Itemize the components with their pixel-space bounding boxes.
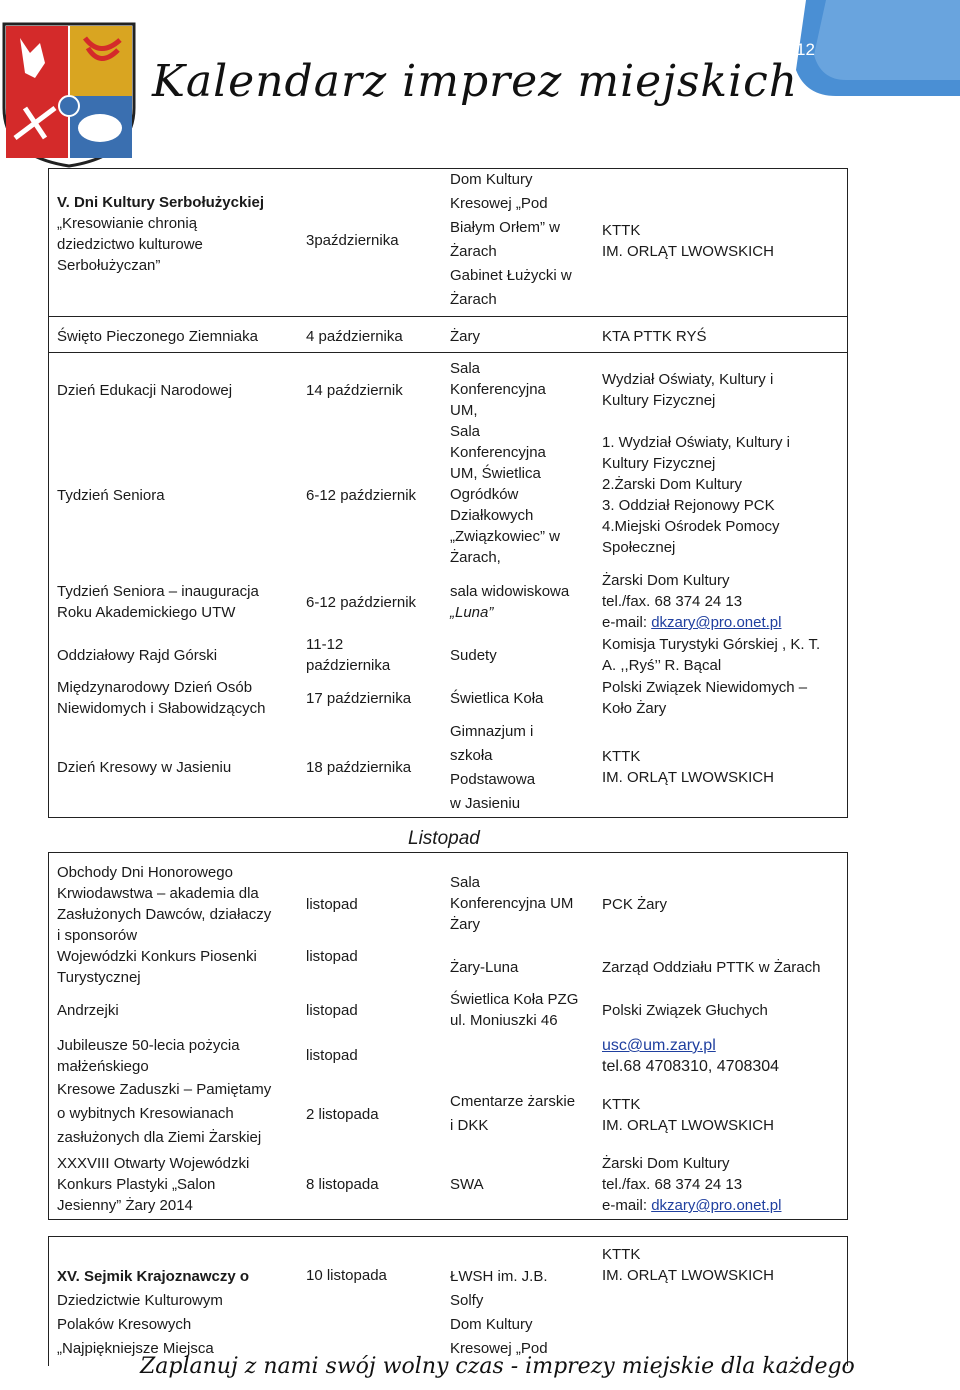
place-line: „Luna”: [450, 604, 494, 621]
date-line: 11-12: [306, 636, 344, 653]
date-rajd: [306, 634, 390, 676]
place-salon: SWA: [450, 1176, 484, 1193]
place-rajd: Sudety: [450, 647, 497, 664]
org-potato: KTA PTTK RYŚ: [602, 328, 707, 345]
row-divider: [48, 352, 848, 353]
org-line: KTTK: [602, 748, 641, 765]
place-line: Dom Kultury: [450, 171, 533, 188]
event-edu: Dzień Edukacji Narodowej: [57, 382, 233, 399]
org-zaduszki: [602, 1094, 774, 1136]
org-andrzejki: Polski Związek Głuchych: [602, 1002, 768, 1019]
email-link[interactable]: usc@um.zary.pl: [602, 1037, 716, 1054]
event-line: Polaków Kresowych: [57, 1316, 192, 1333]
event-line: Konkurs Plastyki „Salon: [57, 1176, 216, 1193]
event-utw: [57, 581, 259, 623]
org-line: KTTK: [602, 1096, 641, 1113]
org-line: Wydział Oświaty, Kultury i: [602, 371, 774, 388]
org-line: 4.Miejski Ośrodek Pomocy: [602, 518, 780, 535]
date-potato: 4 października: [306, 328, 403, 345]
event-line: Jesienny” Żary 2014: [57, 1197, 193, 1214]
org-line: Kultury Fizycznej: [602, 455, 716, 472]
org-line: Polski Związek Niewidomych –: [602, 679, 808, 696]
place-line: Cmentarze żarskie: [450, 1093, 576, 1110]
event-jubilee: [57, 1035, 240, 1077]
place-line: Żarach: [450, 243, 497, 260]
org-line: IM. ORLĄT LWOWSKICH: [602, 1117, 774, 1134]
org-line: IM. ORLĄT LWOWSKICH: [602, 1267, 774, 1284]
date-zaduszki: 2 listopada: [306, 1106, 379, 1123]
org-line: 2.Żarski Dom Kultury: [602, 476, 743, 493]
place-line: Dom Kultury: [450, 1316, 533, 1333]
org-line: IM. ORLĄT LWOWSKICH: [602, 243, 774, 260]
event-kresowy: Dzień Kresowy w Jasieniu: [57, 759, 232, 776]
email-link[interactable]: dkzary@pro.onet.pl: [651, 614, 782, 631]
org-rajd: [602, 634, 820, 676]
place-line: i DKK: [450, 1117, 489, 1134]
place-line: Sala: [450, 360, 481, 377]
place-line: ul. Moniuszki 46: [450, 1012, 558, 1029]
event-line: Wojewódzki Konkurs Piosenki: [57, 948, 257, 965]
place-blind: Świetlica Koła: [450, 690, 544, 707]
event-line: i sponsorów: [57, 927, 138, 944]
date-blind: 17 października: [306, 690, 412, 707]
month-heading: Listopad: [408, 828, 480, 849]
event-line: Turystycznej: [57, 969, 141, 986]
org-salon: [602, 1153, 781, 1216]
place-line: Sala: [450, 874, 481, 891]
event-rajd: Oddziałowy Rajd Górski: [57, 647, 218, 664]
place-line: Podstawowa: [450, 771, 536, 788]
event-line: Międzynarodowy Dzień Osób: [57, 679, 253, 696]
date-edu: 14 październik: [306, 382, 403, 399]
org-email-line: [602, 612, 781, 633]
place-line: Żary: [450, 916, 480, 933]
event-line: Dziedzictwie Kulturowym: [57, 1292, 223, 1309]
org-sejmik: [602, 1244, 774, 1286]
org-jubilee: [602, 1035, 779, 1077]
place-line: Żarach: [450, 291, 497, 308]
event-song: [57, 946, 257, 988]
place-line: Konferencyjna UM: [450, 895, 574, 912]
org-blood: PCK Żary: [602, 896, 668, 913]
org-line: KTTK: [602, 222, 641, 239]
place-line: Świetlica Koła PZG: [450, 991, 579, 1008]
place-line: Żarach,: [450, 549, 501, 566]
event-line: XXXVIII Otwarty Wojewódzki: [57, 1155, 250, 1172]
place-sejmik: [450, 1265, 548, 1361]
place-line: UM,: [450, 402, 478, 419]
place-line: Konferencyjna: [450, 381, 546, 398]
place-line: Kresowej „Pod: [450, 1340, 548, 1357]
event-line: Roku Akademickiego UTW: [57, 604, 236, 621]
date-utw: 6-12 październik: [306, 594, 417, 611]
footer-slogan: Zaplanuj z nami swój wolny czas - imprezy miejskie dla każdego: [140, 1354, 855, 1379]
place-utw: [450, 581, 569, 623]
org-song: Zarząd Oddziału PTTK w Żarach: [602, 959, 821, 976]
place-line: ŁWSH im. J.B.: [450, 1268, 548, 1285]
place-zaduszki: [450, 1090, 575, 1138]
event-andrzejki: Andrzejki: [57, 1002, 119, 1019]
org-line: Żarski Dom Kultury: [602, 1155, 730, 1172]
place-line: Konferencyjna: [450, 444, 546, 461]
event-sejmik: [57, 1265, 249, 1361]
place-serbo: [450, 168, 572, 312]
org-email-line: [602, 1195, 781, 1216]
date-jubilee: listopad: [306, 1047, 358, 1064]
place-line: Białym Orłem” w: [450, 219, 561, 236]
org-line: Społecznej: [602, 539, 676, 556]
org-edu: [602, 369, 773, 411]
event-line: XV. Sejmik Krajoznawczy o: [57, 1268, 250, 1285]
place-line: Działkowych: [450, 507, 534, 524]
date-andrzejki: listopad: [306, 1002, 358, 1019]
place-kresowy: [450, 720, 535, 816]
place-song: Żary-Luna: [450, 959, 519, 976]
row-divider: [48, 316, 848, 317]
org-blind: [602, 677, 807, 719]
page-number: 12: [796, 40, 815, 59]
event-blind: [57, 677, 265, 719]
email-prefix: e-mail:: [602, 614, 652, 631]
event-line: Jubileusze 50-lecia pożycia: [57, 1037, 240, 1054]
org-phone: tel.68 4708310, 4708304: [602, 1058, 780, 1075]
org-utw: [602, 570, 781, 633]
org-line: tel./fax. 68 374 24 13: [602, 593, 743, 610]
event-zaduszki: [57, 1078, 271, 1150]
email-link[interactable]: dkzary@pro.onet.pl: [651, 1197, 782, 1214]
place-line: Kresowej „Pod: [450, 195, 548, 212]
org-line: A. ,,Ryś’’ R. Bącal: [602, 657, 722, 674]
place-line: „Związkowiec” w: [450, 528, 561, 545]
event-line: Niewidomych i Słabowidzących: [57, 700, 266, 717]
date-kresowy: 18 października: [306, 759, 412, 776]
place-line: w Jasieniu: [450, 795, 521, 812]
event-line: dziedzictwo kulturowe: [57, 236, 203, 253]
date-sejmik: 10 listopada: [306, 1267, 387, 1284]
place-line: Gabinet Łużycki w: [450, 267, 572, 284]
place-blood: [450, 872, 573, 935]
place-andrzejki: [450, 989, 578, 1031]
event-line: Obchody Dni Honorowego: [57, 864, 233, 881]
email-prefix: e-mail:: [602, 1197, 652, 1214]
event-senior: Tydzień Seniora: [57, 487, 165, 504]
date-senior: 6-12 październik: [306, 487, 417, 504]
org-line: 1. Wydział Oświaty, Kultury i: [602, 434, 790, 451]
place-line: Solfy: [450, 1292, 484, 1309]
date-song: listopad: [306, 948, 358, 965]
org-line: IM. ORLĄT LWOWSKICH: [602, 769, 774, 786]
org-line: tel./fax. 68 374 24 13: [602, 1176, 743, 1193]
org-line: Komisja Turystyki Górskiej , K. T.: [602, 636, 821, 653]
event-line: „Najpiękniejsze Miejsca: [57, 1340, 214, 1357]
event-line: „Kresowianie chronią: [57, 215, 198, 232]
event-line: Zasłużonych Dawców, działaczy: [57, 906, 272, 923]
date-line: października: [306, 657, 391, 674]
date-blood: listopad: [306, 896, 358, 913]
place-line: sala widowiskowa: [450, 583, 570, 600]
org-line: 3. Oddział Rejonowy PCK: [602, 497, 775, 514]
org-line: Kultury Fizycznej: [602, 392, 716, 409]
event-blood: [57, 862, 271, 946]
page-title: Kalendarz imprez miejskich: [152, 56, 799, 107]
event-salon: [57, 1153, 249, 1216]
date-salon: 8 listopada: [306, 1176, 379, 1193]
org-line: Żarski Dom Kultury: [602, 572, 730, 589]
event-line: Krwiodawstwa – akademia dla: [57, 885, 259, 902]
place-potato: Żary: [450, 328, 480, 345]
event-line: małżeńskiego: [57, 1058, 149, 1075]
org-kresowy: [602, 746, 774, 788]
org-line: KTTK: [602, 1246, 641, 1263]
place-line: szkoła: [450, 747, 493, 764]
event-line: Tydzień Seniora – inauguracja: [57, 583, 259, 600]
event-serbo: [57, 192, 287, 276]
event-line: V. Dni Kultury Serbołużyckiej: [57, 194, 265, 211]
event-potato: Święto Pieczonego Ziemniaka: [57, 328, 258, 345]
org-line: Koło Żary: [602, 700, 667, 717]
place-line: Sala: [450, 423, 481, 440]
coat-of-arms-icon: [0, 18, 138, 168]
place-senior: [450, 421, 560, 568]
place-line: UM, Świetlica: [450, 465, 541, 482]
place-line: Gimnazjum i: [450, 723, 534, 740]
event-line: o wybitnych Kresowianach: [57, 1105, 234, 1122]
place-line: Ogródków: [450, 486, 519, 503]
org-senior: [602, 432, 790, 558]
date-serbo: 3października: [306, 232, 399, 249]
event-line: Serbołużyczan”: [57, 257, 161, 274]
event-line: Kresowe Zaduszki – Pamiętamy: [57, 1081, 272, 1098]
place-edu: [450, 358, 546, 421]
event-line: zasłużonych dla Ziemi Żarskiej: [57, 1129, 262, 1146]
org-serbo: [602, 220, 774, 262]
